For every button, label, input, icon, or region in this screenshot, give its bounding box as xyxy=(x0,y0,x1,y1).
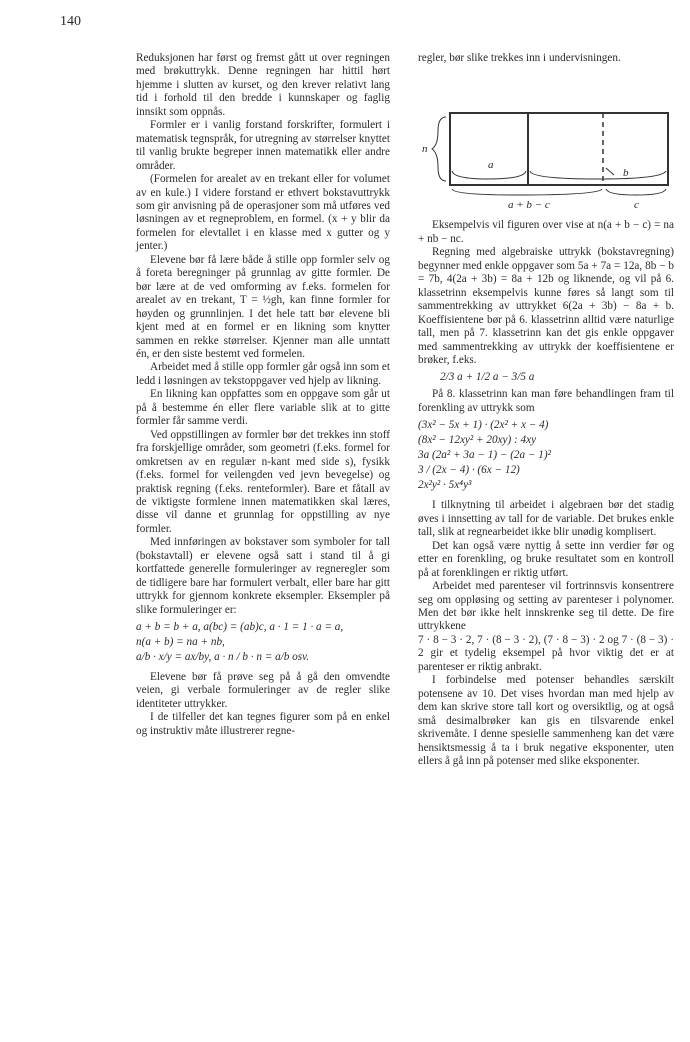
paragraph: Med innføringen av bokstaver som symboler for tall (bokstavtall) er elevene også satt i stand til å gi kortfattede generelle formuleringer av regneregler som de tidligere bare har formulert verbalt, eller bare har gitt uttrykk for gjennom konkrete eksempler. Eksempler på slike formuleringer er: xyxy=(136,536,390,616)
paragraph: regler, bør slike trekkes inn i undervisningen. xyxy=(418,52,621,64)
label-b: b xyxy=(623,167,629,180)
expression: (3x² − 5x + 1) · (2x² + x − 4) xyxy=(418,419,549,432)
paragraph: Ved oppstillingen av formler bør det trekkes inn stoff fra forskjellige områder, som geometri (f.eks. formel for omkretsen av en regulær n-kant med side s), fysikk (f.eks. formel for veilengden ved jevn bevegelse) og praktisk regning (f.eks. renteformler). Bare et fåtall av de viktigste formlene innen matematikken skal læres, disse vil danne et grunnlag for oppstilling av nye formler. xyxy=(136,428,390,535)
paragraph: En likning kan oppfattes som en oppgave som går ut på å bestemme én eller flere variable slik at to gitte formler får samme verdi. xyxy=(136,388,390,428)
brace-c xyxy=(606,189,666,195)
paragraph: Det kan også være nyttig å sette inn verdier før og etter en forenkling, og bruke resultatet som en kontroll på at forenklingen er riktig utført. xyxy=(418,539,674,579)
label-n: n xyxy=(422,143,428,156)
label-c: c xyxy=(634,199,639,212)
formula-line: a + b = b + a, a(bc) = (ab)c, a · 1 = 1 · a = a, xyxy=(136,621,344,634)
figure-drawing xyxy=(418,71,674,201)
paragraph: Arbeidet med parenteser vil fortrinnsvis konsentrere seg om oppløsing og setting av parenteser i polynomer. Men det bør ikke helt innskrenke seg til dette. De fire uttrykkene xyxy=(418,580,674,633)
expression: 3 / (2x − 4) · (6x − 12) xyxy=(418,464,520,477)
paragraph: Reduksjonen har først og fremst gått ut over regningen med brøkuttrykk. Denne regningen har hittil hørt hjemme i slutten av kurset, og den krever relativt lang tid i forhold til den bredde i kunnskaper og faglig innsikt som oppnås. xyxy=(136,52,390,118)
expression: 3a (2a² + 3a − 1) − (2a − 1)² xyxy=(418,449,551,462)
left-column xyxy=(136,52,390,738)
paragraph: I forbindelse med potenser behandles særskilt potensene av 10. Det vises hvordan man med hjelp av dem kan skrive store tall kort og oversiktlig, og at også små desimalbrøker kan gis en tilsvarende enkel skrivemåte. I denne spesielle sammenheng kan det være hensiktsmessig å ta i bruk negative eksponenter, uten ellers å gå inn på potenser med slike eksponenter. xyxy=(418,674,674,767)
rectangle-figure xyxy=(418,71,674,212)
paragraph: Elevene bør få prøve seg på å gå den omvendte veien, gi verbale formuleringer av de regler slike identiteter uttrykker. xyxy=(136,671,390,710)
paragraph: Regning med algebraiske uttrykk (bokstavregning) begynner med enkle oppgaver som 5a + 7a = 12a, 8b − b = 7b, 4(2a + 3b) = 8a + 12b og liknende, og vil på 6. klassetrinn eksempelvis kunne føres så langt som til sammentrekking av uttrykket 6(2a + 3b) − 8a + b. Koeffisientene bør på 6. klassetrinn alltid være naturlige tall, men på 7. klassetrinn kan det gis enkle oppgaver med sammentrekking av uttrykk der koeffisientene er brøker, f.eks. xyxy=(418,246,674,366)
paragraph: I de tilfeller det kan tegnes figurer som på en enkel og instruktiv måte illustrerer regne- xyxy=(136,711,390,737)
fraction-example: 2/3 a + 1/2 a − 3/5 a xyxy=(440,371,535,384)
label-a-plus-b-minus-c: a + b − c xyxy=(508,199,550,212)
paragraph: Elevene bør få lære både å stille opp formler selv og å foreta beregninger på grunnlag av gitte formler. De bør lære at de ved omforming av f.eks. formelen for arealet av en trekant, T = ½gh, kan finne formler for høyden og grunnlinjen. I det hele tatt bør elevene bli kjent med at en formel er en likning som knytter sammen en rekke størrelser. Kjenner man alle unntatt én, er den siste bestemt ved formelen. xyxy=(136,253,390,360)
expression: 2x²y² · 5x⁴y³ xyxy=(418,479,472,492)
right-column xyxy=(418,52,674,768)
arrow-line xyxy=(606,168,614,175)
paragraph: I tilknytning til arbeidet i algebraen bør det stadig øves i innsetting av tall for de variable. Det brukes enkle tall, slik at regnearbeidet ikke blir unødig komplisert. xyxy=(418,499,674,539)
outer-rectangle xyxy=(450,113,668,185)
brace-n xyxy=(432,117,446,181)
paragraph: Arbeidet med å stille opp formler går også inn som et ledd i løsningen av tekstoppgaver ved hjelp av likning. xyxy=(136,361,390,387)
identity-formulas xyxy=(136,620,390,665)
brace-b xyxy=(530,171,666,179)
formula-line: a/b · x/y = ax/by, a · n / b · n = a/b osv. xyxy=(136,651,310,664)
expression: (8x² − 12xy² + 20xy) : 4xy xyxy=(418,434,537,447)
brace-sum xyxy=(452,189,602,195)
paragraph: På 8. klassetrinn kan man føre behandlingen fram til forenkling av uttrykk som xyxy=(418,388,674,414)
formula-line: n(a + b) = na + nb, xyxy=(136,636,225,649)
paragraph: 7 · 8 − 3 · 2, 7 · (8 − 3 · 2), (7 · 8 − 3) · 2 og 7 · (8 − 3) · 2 gir et tydelig eksempel på hvor viktig det er at parenteser er riktig anbrakt. xyxy=(418,633,674,673)
label-a: a xyxy=(488,159,494,172)
expressions-block xyxy=(418,418,674,493)
paragraph: Eksempelvis vil figuren over vise at n(a + b − c) = na + nb − nc. xyxy=(418,219,674,245)
paragraph: (Formelen for arealet av en trekant eller for volumet av en kule.) I videre forstand er ethvert bokstavuttrykk som gir anvisning på de operasjoner som må utføres ved løsningen av et regneproblem, en formel. (x + y blir da formelen for elevtallet i en klasse med x gutter og y jenter.) xyxy=(136,173,390,253)
paragraph: Formler er i vanlig forstand forskrifter, formulert i matematisk tegnspråk, for utregning av størrelser knyttet til vanlig brukte begreper innen matematikk eller andre områder. xyxy=(136,119,390,172)
page-number: 140 xyxy=(60,14,81,29)
